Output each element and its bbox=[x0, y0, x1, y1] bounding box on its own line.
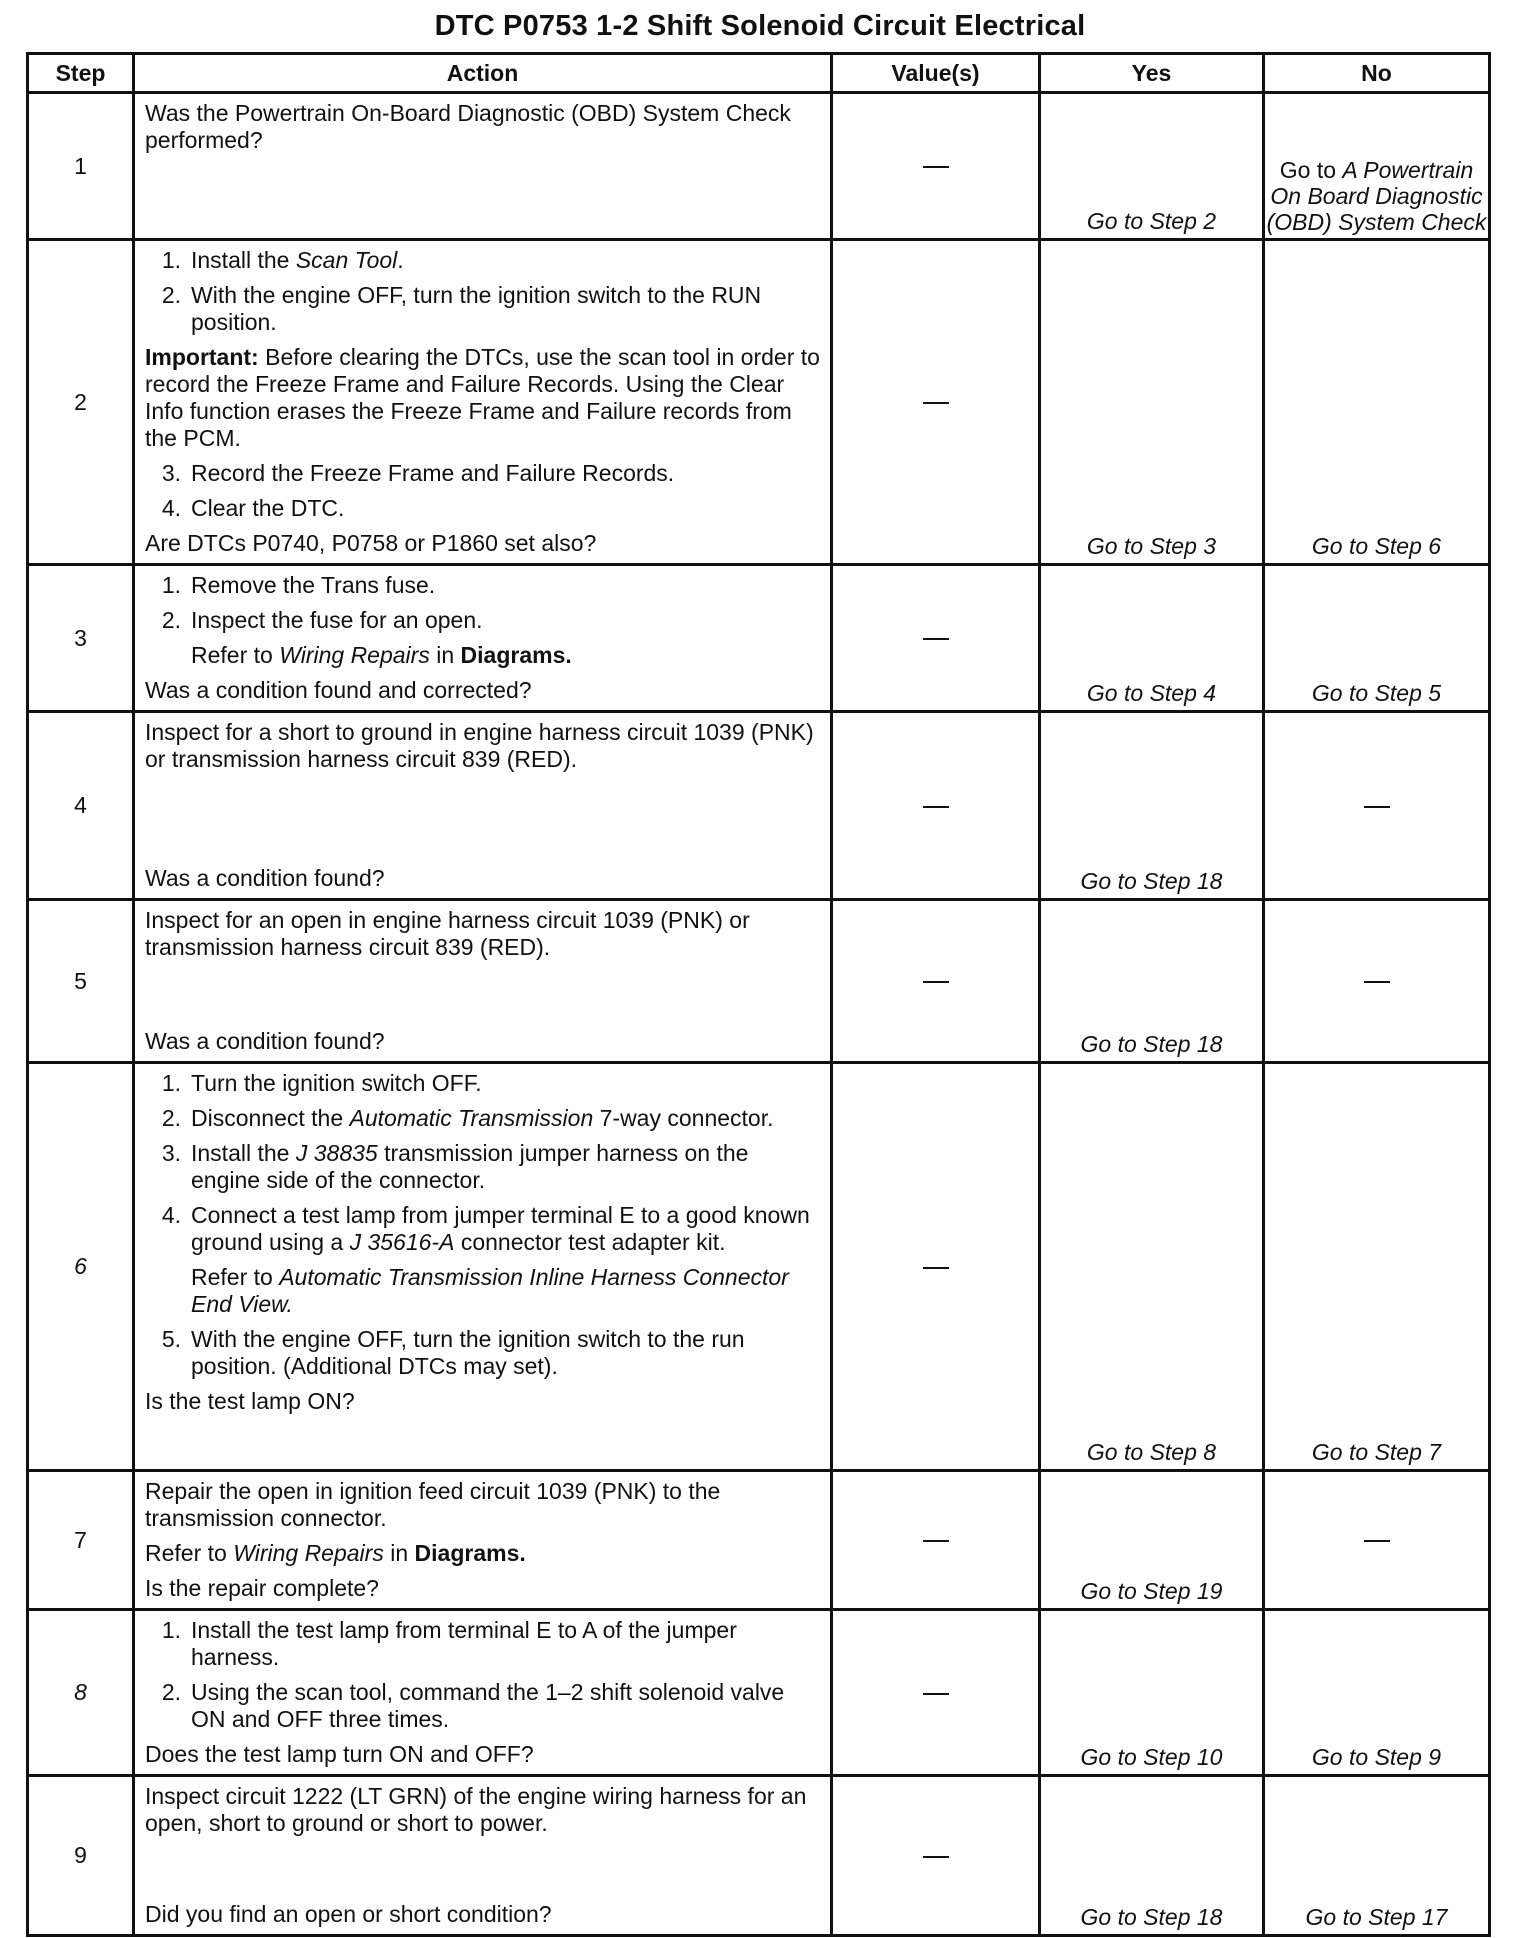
action-cell bbox=[134, 712, 832, 900]
table-row bbox=[28, 900, 1490, 1063]
value-cell bbox=[832, 93, 1040, 240]
list-item: 1. Install the test lamp from terminal E to A of the jumper harness. bbox=[161, 1617, 737, 1670]
yes-cell: Go to Step 4 bbox=[1040, 565, 1264, 712]
yes-cell: Go to Step 18 bbox=[1040, 712, 1264, 900]
table-header-row bbox=[28, 54, 1490, 93]
dash-mark bbox=[1364, 806, 1390, 808]
value-cell bbox=[832, 1776, 1040, 1936]
header-step: Step bbox=[28, 54, 134, 93]
no-cell: Go to Step 5 bbox=[1264, 565, 1490, 712]
yes-cell: Go to Step 2 bbox=[1040, 93, 1264, 240]
table-row bbox=[28, 1471, 1490, 1610]
header-values: Value(s) bbox=[832, 54, 1040, 93]
action-text: Inspect circuit 1222 (LT GRN) of the engine wiring harness for an open, short to ground or short to power. bbox=[145, 1783, 807, 1836]
value-cell bbox=[832, 900, 1040, 1063]
action-cell bbox=[134, 240, 832, 565]
dash-mark bbox=[923, 806, 949, 808]
table-row bbox=[28, 1610, 1490, 1776]
refer-note: Refer to Wiring Repairs in Diagrams. bbox=[191, 642, 572, 668]
yes-cell: Go to Step 10 bbox=[1040, 1610, 1264, 1776]
yes-cell: Go to Step 19 bbox=[1040, 1471, 1264, 1610]
action-text: Inspect for a short to ground in engine harness circuit 1039 (PNK) or transmission harness circuit 839 (RED). bbox=[145, 719, 814, 772]
yes-cell: Go to Step 8 bbox=[1040, 1063, 1264, 1471]
no-cell: Go to Step 7 bbox=[1264, 1063, 1490, 1471]
action-question: Is the repair complete? bbox=[145, 1575, 379, 1601]
table-row bbox=[28, 712, 1490, 900]
dash-mark bbox=[1364, 981, 1390, 983]
list-item: 4. Connect a test lamp from jumper terminal E to a good known ground using a J 35616-A connector test adapter kit. bbox=[161, 1202, 810, 1255]
refer-note: Refer to Wiring Repairs in Diagrams. bbox=[145, 1540, 526, 1566]
list-item: 3. Install the J 38835 transmission jumper harness on the engine side of the connector. bbox=[161, 1140, 749, 1193]
action-cell bbox=[134, 900, 832, 1063]
header-action: Action bbox=[134, 54, 832, 93]
list-item: 1. Turn the ignition switch OFF. bbox=[161, 1070, 482, 1096]
list-item: 2. With the engine OFF, turn the ignition switch to the RUN position. bbox=[161, 282, 762, 335]
dash-mark bbox=[923, 1540, 949, 1542]
value-cell bbox=[832, 1471, 1040, 1610]
step-number: 5 bbox=[28, 900, 134, 1063]
step-number: 1 bbox=[28, 93, 134, 240]
no-cell bbox=[1264, 1471, 1490, 1610]
value-cell bbox=[832, 712, 1040, 900]
table-row bbox=[28, 1063, 1490, 1471]
list-item: 2. Disconnect the Automatic Transmission 7-way connector. bbox=[161, 1105, 774, 1131]
dash-mark bbox=[923, 981, 949, 983]
refer-note: Refer to Automatic Transmission Inline Harness Connector End View. bbox=[191, 1264, 789, 1317]
action-question: Was a condition found and corrected? bbox=[145, 677, 532, 703]
list-item: 5. With the engine OFF, turn the ignition switch to the run position. (Additional DTCs may set). bbox=[161, 1326, 745, 1379]
table-row bbox=[28, 240, 1490, 565]
step-number: 6 bbox=[28, 1063, 134, 1471]
action-cell bbox=[134, 1063, 832, 1471]
page-title: DTC P0753 1-2 Shift Solenoid Circuit Electrical bbox=[434, 10, 1086, 42]
dash-mark bbox=[923, 1856, 949, 1858]
action-cell bbox=[134, 93, 832, 240]
action-text: Was the Powertrain On-Board Diagnostic (OBD) System Check performed? bbox=[145, 100, 791, 153]
value-cell bbox=[832, 1610, 1040, 1776]
action-question: Is the test lamp ON? bbox=[145, 1388, 355, 1414]
action-cell bbox=[134, 1776, 832, 1936]
header-no: No bbox=[1264, 54, 1490, 93]
no-link-text: A Powertrain On Board Diagnostic (OBD) System Check bbox=[1266, 157, 1487, 235]
action-question: Did you find an open or short condition? bbox=[145, 1901, 552, 1927]
action-text: Inspect for an open in engine harness circuit 1039 (PNK) or transmission harness circuit 839 (RED). bbox=[145, 907, 750, 960]
list-item: 1. Remove the Trans fuse. bbox=[161, 572, 436, 598]
no-cell: Go to Step 17 bbox=[1264, 1776, 1490, 1936]
header-yes: Yes bbox=[1040, 54, 1264, 93]
no-prefix: Go to bbox=[1279, 157, 1343, 183]
value-cell bbox=[832, 240, 1040, 565]
step-number: 2 bbox=[28, 240, 134, 565]
action-question: Was a condition found? bbox=[145, 1028, 385, 1054]
list-item: 3. Record the Freeze Frame and Failure Records. bbox=[161, 460, 675, 486]
action-cell bbox=[134, 1610, 832, 1776]
action-question: Was a condition found? bbox=[145, 865, 385, 891]
step-number: 9 bbox=[28, 1776, 134, 1936]
no-cell: Go to Step 6 bbox=[1264, 240, 1490, 565]
no-cell bbox=[1264, 93, 1490, 240]
no-cell bbox=[1264, 900, 1490, 1063]
action-cell bbox=[134, 565, 832, 712]
action-question: Are DTCs P0740, P0758 or P1860 set also? bbox=[145, 530, 597, 556]
no-cell bbox=[1264, 712, 1490, 900]
dash-mark bbox=[923, 1267, 949, 1269]
step-number: 7 bbox=[28, 1471, 134, 1610]
value-cell bbox=[832, 1063, 1040, 1471]
step-number: 8 bbox=[28, 1610, 134, 1776]
table-row bbox=[28, 1776, 1490, 1936]
list-item: 2. Inspect the fuse for an open. bbox=[161, 607, 483, 633]
table-row bbox=[28, 93, 1490, 240]
important-note: Important: Before clearing the DTCs, use the scan tool in order to record the Freeze Frame and Failure Records. Using the Clear Info function erases the Freeze Frame and Failure records from the PCM. bbox=[145, 344, 820, 451]
yes-cell: Go to Step 3 bbox=[1040, 240, 1264, 565]
dash-mark bbox=[923, 1693, 949, 1695]
yes-cell: Go to Step 18 bbox=[1040, 1776, 1264, 1936]
step-number: 4 bbox=[28, 712, 134, 900]
list-item: 2. Using the scan tool, command the 1–2 shift solenoid valve ON and OFF three times. bbox=[161, 1679, 785, 1732]
list-item: 4. Clear the DTC. bbox=[161, 495, 345, 521]
action-text: Repair the open in ignition feed circuit 1039 (PNK) to the transmission connector. bbox=[145, 1478, 721, 1531]
value-cell bbox=[832, 565, 1040, 712]
dash-mark bbox=[923, 638, 949, 640]
dash-mark bbox=[923, 166, 949, 168]
no-cell: Go to Step 9 bbox=[1264, 1610, 1490, 1776]
dash-mark bbox=[1364, 1540, 1390, 1542]
step-number: 3 bbox=[28, 565, 134, 712]
list-item: 1. Install the Scan Tool. bbox=[161, 247, 404, 273]
table-row bbox=[28, 565, 1490, 712]
dash-mark bbox=[923, 402, 949, 404]
yes-cell: Go to Step 18 bbox=[1040, 900, 1264, 1063]
diagnostic-table bbox=[26, 52, 1491, 1937]
action-question: Does the test lamp turn ON and OFF? bbox=[145, 1741, 534, 1767]
action-cell bbox=[134, 1471, 832, 1610]
